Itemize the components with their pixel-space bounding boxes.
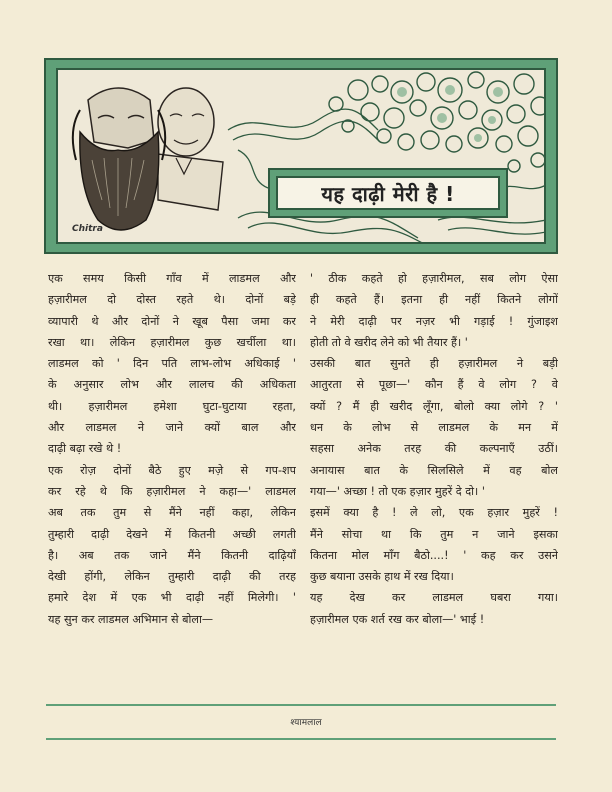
text-line: ' ठीक कहते हो हज़ारीमल, सब लोग ऐसा	[310, 272, 558, 285]
text-line: देखी होंगी, लेकिन तुम्हारी दाढ़ी की तरह	[48, 570, 296, 584]
text-line: उसकी बात सुनते ही हज़ारीमल ने बड़ी	[310, 357, 558, 371]
text-line: आतुरता से पूछा—' कौन हैं वे लोग ? वे	[310, 378, 558, 392]
text-line: हमारे देश में एक भी दाढ़ी नहीं मिलेगी। '	[48, 591, 296, 605]
text-line: ने मेरी दाढ़ी पर नज़र भी गड़ाई ! गुंजाइश	[310, 314, 558, 328]
text-line: यह देख कर लाडमल घबरा गया।	[310, 591, 558, 605]
right-text-column	[310, 268, 558, 630]
left-text-column	[48, 268, 296, 630]
text-line: और लाडमल ने जाने क्यों बाल और	[48, 421, 296, 435]
text-line: क्यों ? मैं ही खरीद लूँगा, बोलो क्या लोगे ? '	[310, 399, 558, 413]
text-line: एक रोज़ दोनों बैठे हुए मज़े से गप-शप	[48, 463, 296, 477]
text-line: अब तक तुम से मैंने नहीं कहा, लेकिन	[48, 506, 296, 520]
title-frame	[268, 168, 508, 218]
text-line: हज़ारीमल एक शर्त रख कर बोला—' भाई !	[310, 612, 485, 626]
title-panel	[276, 176, 500, 210]
text-line: सहसा अनेक तरह की कल्पनाएँ उठीं।	[310, 442, 558, 456]
header-illustration-frame	[56, 68, 546, 244]
text-line: मैंने सोचा था कि तुम न जाने इसका	[310, 527, 558, 541]
artist-signature: Chitra	[72, 224, 103, 234]
text-line: इसमें क्या है ! ले लो, एक हज़ार मुहरें !	[310, 506, 558, 520]
text-line: कर रहे थे कि हज़ारीमल ने कहा—' लाडमल	[48, 484, 296, 498]
text-line: अनायास बात के सिलसिले में वह बोल	[310, 463, 558, 477]
text-line: गया—' अच्छा ! तो एक हज़ार मुहरें दे दो। '	[310, 484, 485, 498]
text-line: एक समय किसी गाँव में लाडमल और	[48, 272, 296, 285]
text-line: लाडमल को ' दिन पति लाभ-लोभ अधिकाई '	[48, 357, 296, 371]
text-line: होती तो वे खरीद लेने को भी तैयार हैं। '	[310, 335, 468, 349]
text-line: है। अब तक जाने मैंने कितनी दाढ़ियाँ	[48, 548, 296, 562]
text-line: के अनुसार लोभ और लालच की अधिकता	[48, 378, 296, 392]
text-line: यह सुन कर लाडमल अभिमान से बोला—	[48, 612, 214, 626]
text-line: धन के लोभ से लाडमल के मन में	[310, 421, 558, 435]
text-line: तुम्हारी दाढ़ी देखने में कितनी अच्छी लगती	[48, 527, 296, 541]
text-line: कुछ बयाना उसके हाथ में रख दिया।	[310, 570, 454, 584]
text-line: रखा था। लेकिन हज़ारीमल कुछ खर्चीला था।	[48, 335, 296, 349]
text-line: दाढ़ी बढ़ा रखे थे !	[48, 442, 122, 456]
text-line: हज़ारीमल दो दोस्त रहते थे। दोनों बड़े	[48, 293, 296, 307]
text-line: ही कहते हैं। इतना ही नहीं कितने लोगों	[310, 293, 558, 307]
story-title: यह दाढ़ी मेरी है !	[321, 181, 455, 206]
text-line: कितना मोल माँग बैठो....! ' कह कर उसने	[310, 548, 558, 562]
header-banner	[44, 58, 558, 254]
footer-rule-top	[46, 704, 556, 706]
footer-rule-bottom	[46, 738, 556, 740]
text-line: व्यापारी थे और दोनों ने खूब पैसा जमा कर	[48, 314, 296, 328]
text-line: थी। हज़ारीमल हमेशा घुटा-घुटाया रहता,	[48, 399, 296, 413]
footer-label: श्यामलाल	[290, 718, 322, 728]
